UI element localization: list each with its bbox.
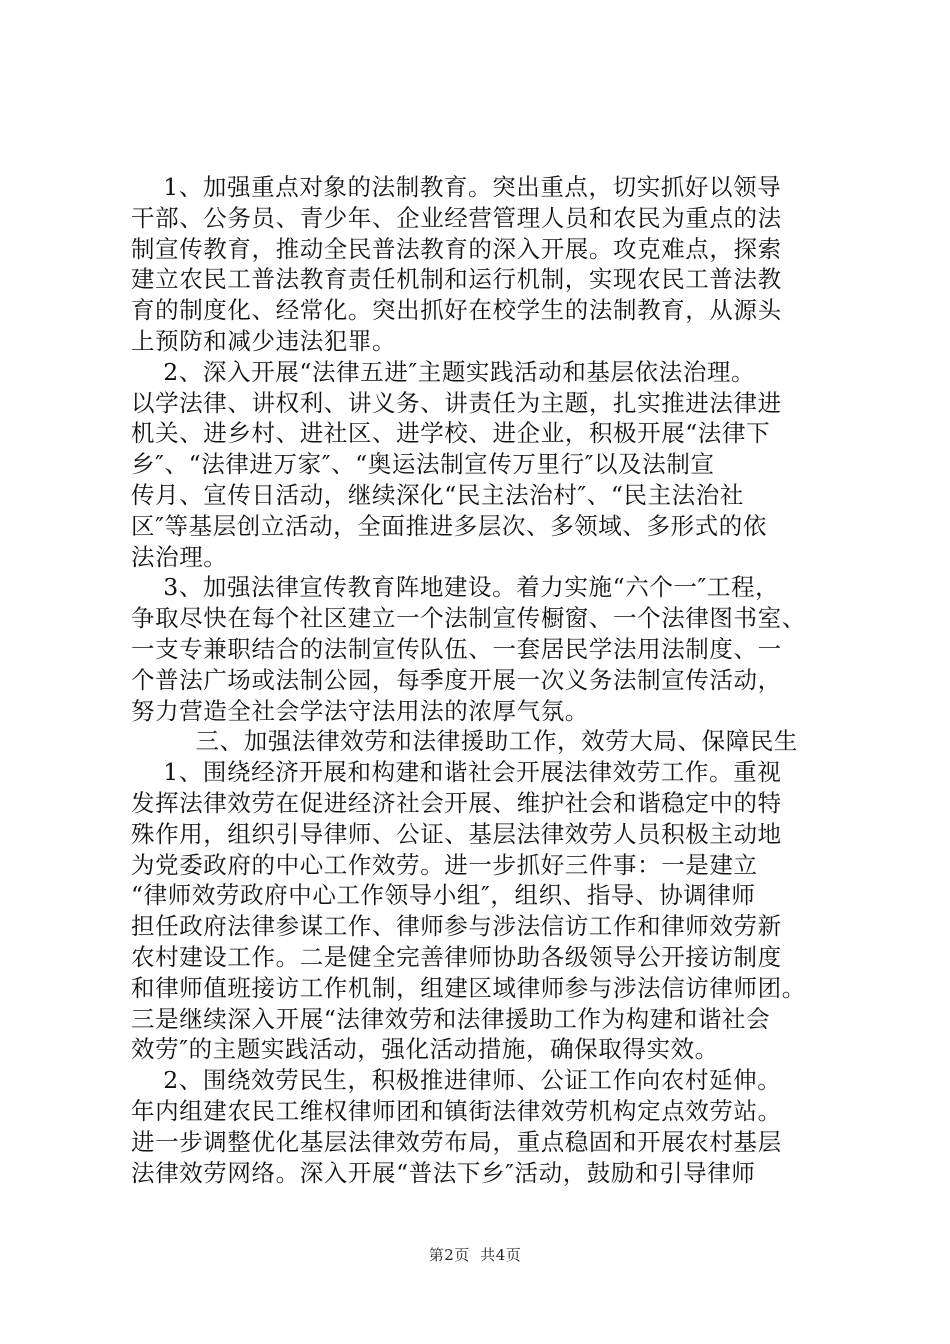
- text-line: 殊作用，组织引导律师、公证、基层法律效劳人员积极主动地: [131, 819, 782, 848]
- text-line: 传月、宣传日活动，继续深化“民主法治村″、“民主法治社: [131, 480, 745, 509]
- text-line: 三是继续深入开展“法律效劳和法律援助工作为构建和谐社会: [131, 1004, 771, 1033]
- text-line: 上预防和减少违法犯罪。: [131, 326, 397, 355]
- page-footer: [0, 1244, 950, 1265]
- text-line: 年内组建农民工维权律师团和镇街法律效劳机构定点效劳站。: [131, 1096, 782, 1125]
- text-line: 法治理。: [131, 542, 228, 571]
- text-line: 1、加强重点对象的法制教育。突出重点，切实抓好以领导: [131, 173, 782, 201]
- text-line: 2、深入开展“法律五进″主题实践活动和基层依法治理。: [131, 357, 756, 386]
- section-heading: 三、加强法律效劳和法律援助工作，效劳大局、保障民生: [131, 727, 799, 756]
- document-body: [131, 172, 831, 1188]
- text-line: 发挥法律效劳在促进经济社会开展、维护社会和谐稳定中的特: [131, 788, 782, 817]
- text-line: 育的制度化、经常化。突出抓好在校学生的法制教育，从源头: [131, 296, 782, 325]
- text-line: 2、围绕效劳民生，积极推进律师、公证工作向农村延伸。: [131, 1066, 782, 1095]
- text-line: 为党委政府的中心工作效劳。进一步抓好三件事：一是建立: [131, 850, 758, 879]
- text-line: 效劳″的主题实践活动，强化活动措施，确保取得实效。: [131, 1035, 719, 1064]
- text-line: 干部、公务员、青少年、企业经营管理人员和农民为重点的法: [131, 203, 782, 232]
- text-line: 努力营造全社会学法守法用法的浓厚气氛。: [131, 696, 589, 725]
- text-line: 争取尽快在每个社区建立一个法制宣传橱窗、一个法律图书室、: [131, 604, 806, 633]
- text-line: 区″等基层创立活动，全面推进多层次、多领域、多形式的依: [131, 511, 767, 540]
- text-line: 建立农民工普法教育责任机制和运行机制，实现农民工普法教: [131, 265, 782, 294]
- text-line: 和律师值班接访工作机制，组建区域律师参与涉法信访律师团。: [131, 973, 806, 1002]
- text-line: 进一步调整优化基层法律效劳布局，重点稳固和开展农村基层: [131, 1127, 782, 1156]
- page-number: 第2页 共4页: [428, 1246, 522, 1264]
- text-line: 农村建设工作。二是健全完善律师协助各级领导公开接访制度: [131, 942, 782, 971]
- text-line: 1、围绕经济开展和构建和谐社会开展法律效劳工作。重视: [131, 758, 782, 787]
- text-line: 个普法广场或法制公园，每季度开展一次义务法制宣传活动，: [131, 665, 782, 694]
- text-line: 制宣传教育，推动全民普法教育的深入开展。攻克难点，探索: [131, 234, 782, 263]
- text-line: 机关、进乡村、进社区、进学校、进企业，积极开展“法律下: [131, 419, 771, 448]
- text-line: 乡″、“法律进万家″、“奥运法制宣传万里行″以及法制宣: [131, 450, 715, 479]
- text-line: 3、加强法律宣传教育阵地建设。着力实施“六个一″工程，: [131, 573, 780, 602]
- text-line: 法律效劳网络。深入开展“普法下乡″活动，鼓励和引导律师: [131, 1158, 756, 1187]
- text-line: 以学法律、讲权利、讲义务、讲责任为主题，扎实推进法律进: [131, 388, 782, 417]
- text-line: 担任政府法律参谋工作、律师参与涉法信访工作和律师效劳新: [131, 912, 782, 941]
- text-line: 一支专兼职结合的法制宣传队伍、一套居民学法用法制度、一: [131, 634, 782, 663]
- text-line: “律师效劳政府中心工作领导小组″，组织、指导、协调律师: [131, 881, 756, 910]
